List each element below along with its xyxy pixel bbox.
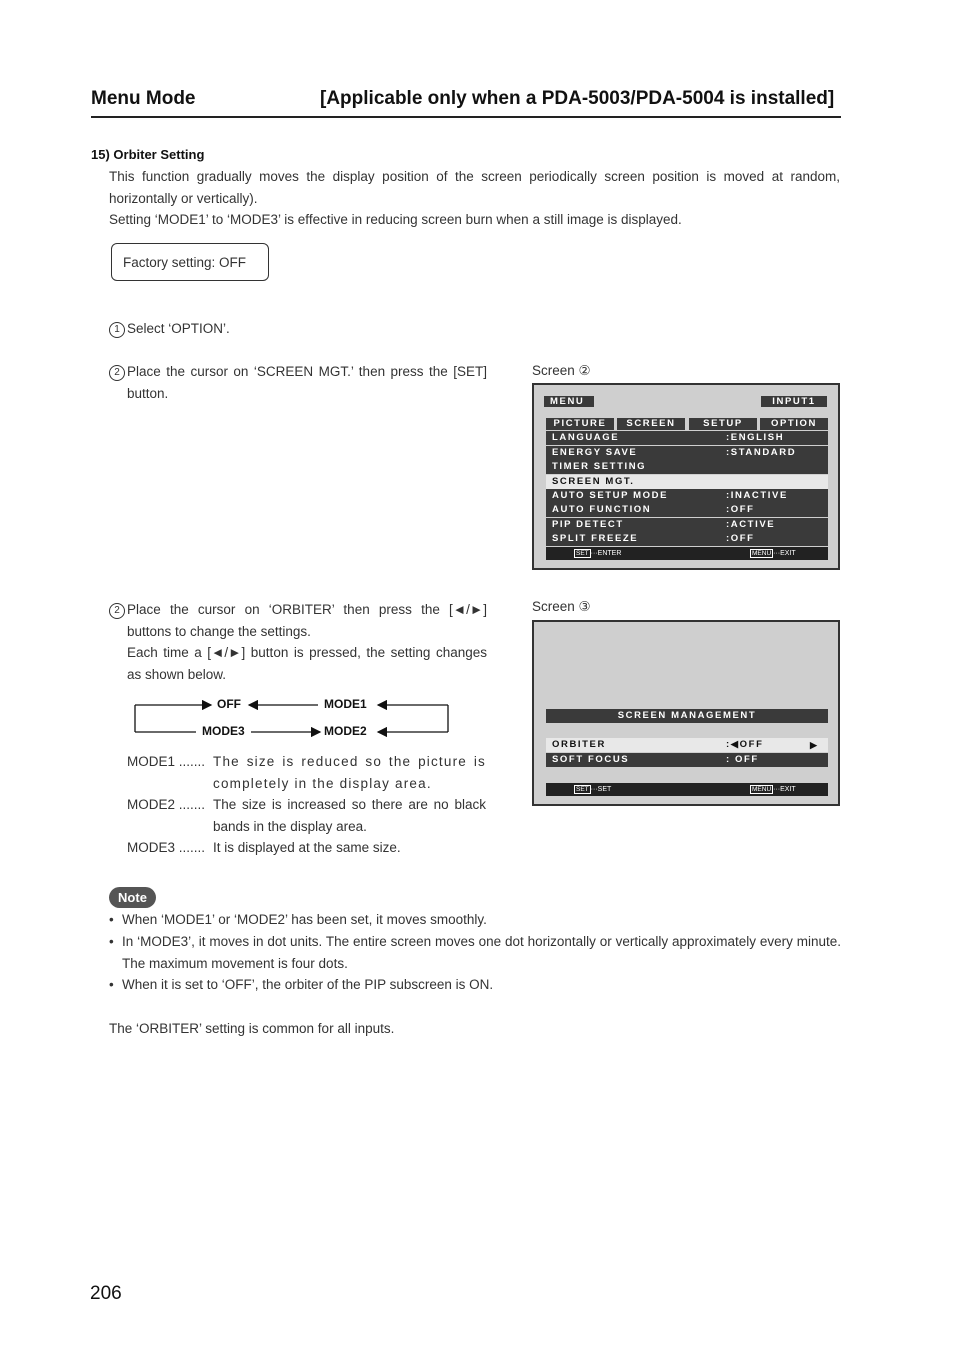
osd-row-value: :ACTIVE: [726, 519, 776, 530]
mode-desc: It is displayed at the same size.: [213, 840, 401, 855]
step-number: 1: [109, 322, 125, 338]
page-header-title: Menu Mode: [91, 88, 196, 109]
right-triangle-icon[interactable]: ▶: [810, 740, 819, 750]
step-number: 2: [109, 365, 125, 381]
osd-row-value: : OFF: [726, 754, 759, 765]
note-footer-text: The ‘ORBITER’ setting is common for all inputs.: [109, 1021, 395, 1036]
osd-row-label: TIMER SETTING: [552, 461, 647, 472]
osd-row-label: ORBITER: [552, 739, 606, 750]
osd-tab-option[interactable]: OPTION: [760, 418, 828, 430]
cycle-off-label: OFF: [217, 697, 241, 711]
set-key-icon: SET: [576, 550, 589, 557]
osd-row-label: AUTO SETUP MODE: [552, 490, 669, 501]
screen-3-osd: [532, 620, 840, 806]
bullet-text: When ‘MODE1’ or ‘MODE2’ has been set, it moves smoothly.: [122, 912, 487, 927]
osd-row-label: SOFT FOCUS: [552, 754, 630, 765]
note-bullet-3: [109, 974, 841, 996]
mode-desc: The size is reduced so the picture is completely in the display area.: [213, 754, 486, 791]
osd-row-value: :INACTIVE: [726, 490, 788, 501]
osd-screen-management-title: SCREEN MANAGEMENT: [546, 709, 828, 723]
osd-row-label: PIP DETECT: [552, 519, 624, 530]
screen-2-osd: [532, 383, 840, 570]
osd-row-label: ENERGY SAVE: [552, 447, 638, 458]
osd-row-language[interactable]: [546, 431, 828, 445]
osd-footer: [546, 783, 828, 796]
mode1-description: [127, 751, 487, 795]
section-paragraph-1: This function gradually moves the display position of the screen periodically screen position is moved at random, horizontally or vertically).: [109, 169, 840, 206]
osd-row-label: SPLIT FREEZE: [552, 533, 639, 544]
cycle-mode1-label: MODE1: [324, 697, 367, 711]
bullet-dot: •: [109, 912, 114, 927]
osd-row-split-freeze[interactable]: [546, 532, 828, 546]
osd-row-timer-setting[interactable]: [546, 460, 828, 474]
page-header-subtitle: [Applicable only when a PDA-5003/PDA-5004 is installed]: [320, 88, 835, 109]
osd-row-value: :OFF: [726, 504, 755, 515]
note-bullet-2: [109, 931, 841, 975]
osd-footer: [546, 547, 828, 560]
section-paragraph-2: Setting ‘MODE1’ to ‘MODE3’ is effective in reducing screen burn when a still image is displayed.: [109, 212, 682, 227]
orbiter-value: OFF: [739, 739, 764, 750]
osd-footer-right: MENU ···EXIT: [752, 550, 796, 557]
menu-key-icon: MENU: [752, 786, 772, 793]
mode-term: MODE1 .......: [127, 754, 206, 769]
osd-input-label: INPUT1: [761, 396, 827, 407]
osd-row-label: LANGUAGE: [552, 432, 620, 443]
osd-row-orbiter[interactable]: [546, 738, 828, 752]
step-text: [127, 599, 487, 685]
mode-desc: The size is increased so there are no black bands in the display area.: [213, 797, 486, 834]
mode-term: MODE2 .......: [127, 797, 206, 812]
osd-menu-label: MENU: [544, 396, 594, 407]
step-1: [109, 318, 489, 340]
bullet-dot: •: [109, 934, 114, 949]
section-title: 15) Orbiter Setting: [91, 147, 205, 162]
bullet-dot: •: [109, 977, 114, 992]
factory-setting-box: Factory setting: OFF: [111, 243, 269, 281]
osd-footer-left: SET ···ENTER: [576, 550, 622, 557]
step-number: 2: [109, 603, 125, 619]
step-text-line-1: Place the cursor on ‘ORBITER’ then press the [◄/►] buttons to change the settings.: [127, 602, 487, 639]
mode-cycle-diagram: [133, 693, 453, 743]
page-number: 206: [90, 1283, 122, 1304]
step-2: [109, 361, 489, 405]
osd-row-soft-focus[interactable]: [546, 753, 828, 767]
osd-row-value: :ENGLISH: [726, 432, 785, 443]
osd-row-value: :STANDARD: [726, 447, 797, 458]
step-text: Select ‘OPTION’.: [127, 321, 230, 336]
osd-footer-right-label: EXIT: [780, 550, 796, 557]
osd-row-screen-mgt[interactable]: [546, 475, 828, 489]
step-3: [109, 599, 489, 687]
osd-row-energy-save[interactable]: [546, 446, 828, 460]
step-text: Place the cursor on ‘SCREEN MGT.’ then press the [SET] button.: [127, 364, 487, 401]
cycle-mode3-label: MODE3: [202, 724, 245, 738]
menu-key-icon: MENU: [752, 550, 772, 557]
mode-cycle-arrows: [133, 693, 453, 743]
mode2-description: [127, 794, 487, 838]
header-rule: [91, 116, 841, 118]
left-triangle-icon[interactable]: ◀: [730, 739, 740, 750]
osd-footer-left-label: SET: [597, 786, 612, 793]
bullet-text: In ‘MODE3’, it moves in dot units. The entire screen moves one dot horizontally or vertically approximately every minute. The maximum movement is four dots.: [122, 934, 841, 971]
osd-footer-left: SET ···SET: [576, 786, 612, 793]
osd-tab-picture[interactable]: PICTURE: [546, 418, 614, 430]
note-badge: Note: [109, 887, 156, 908]
cycle-mode2-label: MODE2: [324, 724, 367, 738]
screen-2-label: Screen ②: [532, 363, 591, 378]
osd-row-pip-detect[interactable]: [546, 518, 828, 532]
mode-term: MODE3 .......: [127, 840, 206, 855]
osd-tab-setup[interactable]: SETUP: [689, 418, 757, 430]
screen-3-label: Screen ③: [532, 599, 591, 614]
osd-row-value: :OFF: [726, 533, 755, 544]
bullet-text: When it is set to ‘OFF’, the orbiter of the PIP subscreen is ON.: [122, 977, 494, 992]
osd-tab-screen[interactable]: SCREEN: [617, 418, 685, 430]
osd-row-auto-function[interactable]: [546, 503, 828, 517]
osd-footer-left-label: ENTER: [597, 550, 622, 557]
note-bullet-1: [109, 909, 841, 931]
osd-row-auto-setup-mode[interactable]: [546, 489, 828, 503]
mode3-description: [127, 837, 487, 859]
osd-row-label: SCREEN MGT.: [552, 476, 635, 487]
set-key-icon: SET: [576, 786, 589, 793]
osd-footer-right-label: EXIT: [780, 786, 796, 793]
osd-row-label: AUTO FUNCTION: [552, 504, 652, 515]
osd-footer-right: MENU ···EXIT: [752, 786, 796, 793]
step-text-line-2: Each time a [◄/►] button is pressed, the setting changes as shown below.: [127, 645, 487, 682]
osd-row-value: :◀OFF: [726, 739, 764, 750]
